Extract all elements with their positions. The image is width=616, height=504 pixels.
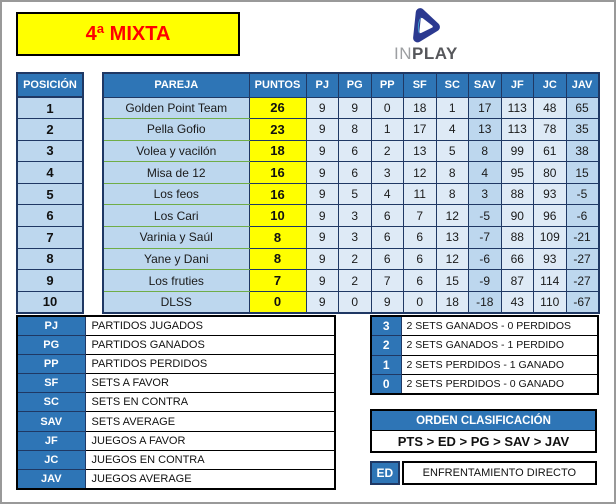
classification-order-title: ORDEN CLASIFICACIÓN (372, 411, 595, 431)
team-name: DLSS (103, 291, 249, 313)
stat-sf: 7 (404, 205, 437, 227)
stat-pg: 6 (339, 162, 372, 184)
league-title-text: 4ª MIXTA (85, 22, 171, 45)
abbreviations-legend (16, 315, 336, 490)
logo-wordmark (394, 44, 458, 64)
stat-sav: -7 (469, 227, 502, 249)
points-value: 10 (249, 205, 306, 227)
stat-pp: 6 (371, 205, 404, 227)
position-row (17, 270, 83, 292)
stat-sc: 18 (436, 291, 469, 313)
position-row (17, 183, 83, 205)
points-value: 23 (249, 119, 306, 141)
abbreviation-code: JAV (17, 470, 85, 489)
abbreviation-row (17, 354, 335, 373)
stat-pg: 6 (339, 140, 372, 162)
position-value: 7 (17, 227, 83, 249)
ed-badge: ED (370, 461, 400, 485)
stat-pj: 9 (306, 205, 339, 227)
stat-jc: 78 (534, 119, 567, 141)
abbreviation-code: SAV (17, 412, 85, 431)
stat-sav: 17 (469, 97, 502, 119)
stat-sav: 4 (469, 162, 502, 184)
stat-pp: 9 (371, 291, 404, 313)
stat-sf: 6 (404, 248, 437, 270)
standings-row (103, 183, 599, 205)
stat-sf: 18 (404, 97, 437, 119)
stat-sav: 3 (469, 183, 502, 205)
inplay-logo (390, 4, 500, 66)
standings-row (103, 248, 599, 270)
stat-sf: 6 (404, 227, 437, 249)
stat-sf: 13 (404, 140, 437, 162)
standings-row (103, 227, 599, 249)
points-rule-row (371, 355, 598, 375)
points-rule-value: 0 (371, 375, 401, 395)
stat-jav: 65 (566, 97, 599, 119)
header-puntos: PUNTOS (249, 73, 306, 97)
position-row (17, 205, 83, 227)
stat-pj: 9 (306, 97, 339, 119)
standings-header-row (103, 73, 599, 97)
stat-sc: 1 (436, 97, 469, 119)
points-rule-row (371, 336, 598, 356)
stat-sc: 12 (436, 205, 469, 227)
stat-pj: 9 (306, 270, 339, 292)
direct-confrontation-row (370, 461, 597, 485)
stat-jc: 93 (534, 248, 567, 270)
abbreviation-row (17, 470, 335, 489)
stat-jc: 80 (534, 162, 567, 184)
team-name: Golden Point Team (103, 97, 249, 119)
header-jc: JC (534, 73, 567, 97)
position-row (17, 291, 83, 313)
points-rule-label: 2 SETS PERDIDOS - 0 GANADO (401, 375, 598, 395)
position-value: 4 (17, 162, 83, 184)
stat-sav: 8 (469, 140, 502, 162)
stat-pg: 9 (339, 97, 372, 119)
team-name: Los feos (103, 183, 249, 205)
stat-jf: 99 (501, 140, 534, 162)
abbreviation-code: JF (17, 431, 85, 450)
position-value: 9 (17, 270, 83, 292)
stat-jf: 113 (501, 119, 534, 141)
stat-pg: 5 (339, 183, 372, 205)
points-rules-legend (370, 315, 599, 395)
stat-pg: 2 (339, 248, 372, 270)
header-pj: PJ (306, 73, 339, 97)
position-row (17, 162, 83, 184)
points-value: 16 (249, 162, 306, 184)
stat-jf: 87 (501, 270, 534, 292)
header-sc: SC (436, 73, 469, 97)
logo-text-play: PLAY (412, 44, 458, 63)
points-rule-row (371, 316, 598, 336)
header-pg: PG (339, 73, 372, 97)
team-name: Misa de 12 (103, 162, 249, 184)
stat-sav: -5 (469, 205, 502, 227)
points-value: 8 (249, 227, 306, 249)
points-value: 26 (249, 97, 306, 119)
position-row (17, 227, 83, 249)
points-rule-value: 3 (371, 316, 401, 336)
header-pareja: PAREJA (103, 73, 249, 97)
league-title (16, 12, 240, 56)
points-rule-label: 2 SETS GANADOS - 0 PERDIDOS (401, 316, 598, 336)
position-row (17, 97, 83, 119)
stat-jav: -5 (566, 183, 599, 205)
standings-row (103, 205, 599, 227)
abbreviation-label: SETS A FAVOR (85, 374, 335, 393)
abbreviation-row (17, 412, 335, 431)
stat-pj: 9 (306, 227, 339, 249)
stat-sf: 11 (404, 183, 437, 205)
standings-row (103, 270, 599, 292)
stat-sav: -18 (469, 291, 502, 313)
stat-sf: 17 (404, 119, 437, 141)
stat-jav: -27 (566, 270, 599, 292)
abbreviation-code: SF (17, 374, 85, 393)
stat-jc: 48 (534, 97, 567, 119)
stat-pj: 9 (306, 183, 339, 205)
stat-jav: 15 (566, 162, 599, 184)
position-value: 1 (17, 97, 83, 119)
header-sf: SF (404, 73, 437, 97)
abbreviation-row (17, 335, 335, 354)
points-rule-value: 2 (371, 336, 401, 356)
abbreviation-label: PARTIDOS PERDIDOS (85, 354, 335, 373)
position-header: POSICIÓN (17, 73, 83, 97)
abbreviation-label: JUEGOS EN CONTRA (85, 450, 335, 469)
stat-sc: 8 (436, 183, 469, 205)
stat-jav: 38 (566, 140, 599, 162)
abbreviation-code: PJ (17, 316, 85, 335)
stat-jav: -67 (566, 291, 599, 313)
header-pp: PP (371, 73, 404, 97)
logo-text-in: IN (394, 44, 412, 63)
standings-row (103, 119, 599, 141)
stat-sav: 13 (469, 119, 502, 141)
points-rule-row (371, 375, 598, 395)
stat-pj: 9 (306, 248, 339, 270)
abbreviation-code: PP (17, 354, 85, 373)
stat-sc: 15 (436, 270, 469, 292)
position-row (17, 248, 83, 270)
stat-jf: 90 (501, 205, 534, 227)
classification-order-value: PTS > ED > PG > SAV > JAV (372, 431, 595, 451)
abbreviation-row (17, 393, 335, 412)
abbreviation-label: PARTIDOS GANADOS (85, 335, 335, 354)
stat-pp: 6 (371, 248, 404, 270)
points-value: 18 (249, 140, 306, 162)
abbreviation-label: SETS AVERAGE (85, 412, 335, 431)
stat-sc: 12 (436, 248, 469, 270)
stat-sf: 0 (404, 291, 437, 313)
stat-sav: -9 (469, 270, 502, 292)
position-header-row (17, 73, 83, 97)
position-value: 5 (17, 183, 83, 205)
position-value: 3 (17, 140, 83, 162)
classification-order-box (370, 409, 597, 453)
stat-jc: 109 (534, 227, 567, 249)
position-value: 8 (17, 248, 83, 270)
stat-pj: 9 (306, 162, 339, 184)
points-rule-label: 2 SETS GANADOS - 1 PERDIDO (401, 336, 598, 356)
abbreviation-row (17, 450, 335, 469)
team-name: Los fruties (103, 270, 249, 292)
stat-pp: 1 (371, 119, 404, 141)
stat-jc: 61 (534, 140, 567, 162)
stat-sf: 6 (404, 270, 437, 292)
stat-sc: 8 (436, 162, 469, 184)
points-rule-value: 1 (371, 355, 401, 375)
stat-jf: 88 (501, 227, 534, 249)
stat-pj: 9 (306, 140, 339, 162)
stat-sc: 5 (436, 140, 469, 162)
position-table (16, 72, 84, 314)
stat-jc: 96 (534, 205, 567, 227)
stat-pp: 0 (371, 97, 404, 119)
team-name: Varinia y Saúl (103, 227, 249, 249)
stat-jc: 93 (534, 183, 567, 205)
abbreviation-label: PARTIDOS JUGADOS (85, 316, 335, 335)
stat-sf: 12 (404, 162, 437, 184)
header-jav: JAV (566, 73, 599, 97)
abbreviation-code: PG (17, 335, 85, 354)
abbreviation-row (17, 431, 335, 450)
standings-row (103, 162, 599, 184)
stat-sc: 13 (436, 227, 469, 249)
abbreviation-code: JC (17, 450, 85, 469)
stat-jav: -27 (566, 248, 599, 270)
stat-pp: 2 (371, 140, 404, 162)
standings-row (103, 291, 599, 313)
position-value: 6 (17, 205, 83, 227)
standings-row (103, 97, 599, 119)
abbreviation-row (17, 316, 335, 335)
header-sav: SAV (469, 73, 502, 97)
stat-pg: 2 (339, 270, 372, 292)
stat-jc: 110 (534, 291, 567, 313)
ed-label: ENFRENTAMIENTO DIRECTO (402, 461, 597, 485)
position-value: 10 (17, 291, 83, 313)
stat-pj: 9 (306, 119, 339, 141)
stat-pj: 9 (306, 291, 339, 313)
stat-pg: 8 (339, 119, 372, 141)
stat-sc: 4 (436, 119, 469, 141)
stat-pp: 3 (371, 162, 404, 184)
position-row (17, 140, 83, 162)
stat-pg: 0 (339, 291, 372, 313)
position-value: 2 (17, 119, 83, 141)
abbreviation-code: SC (17, 393, 85, 412)
abbreviation-label: SETS EN CONTRA (85, 393, 335, 412)
abbreviation-row (17, 374, 335, 393)
points-rule-label: 2 SETS PERDIDOS - 1 GANADO (401, 355, 598, 375)
standings-row (103, 140, 599, 162)
stat-jf: 95 (501, 162, 534, 184)
stat-jf: 43 (501, 291, 534, 313)
team-name: Volea y vacilón (103, 140, 249, 162)
stat-jav: -21 (566, 227, 599, 249)
points-value: 16 (249, 183, 306, 205)
team-name: Yane y Dani (103, 248, 249, 270)
team-name: Pella Gofio (103, 119, 249, 141)
stat-jf: 88 (501, 183, 534, 205)
points-value: 7 (249, 270, 306, 292)
stat-pp: 6 (371, 227, 404, 249)
stat-jf: 66 (501, 248, 534, 270)
team-name: Los Cari (103, 205, 249, 227)
stat-pg: 3 (339, 205, 372, 227)
points-value: 8 (249, 248, 306, 270)
stat-jc: 114 (534, 270, 567, 292)
abbreviation-label: JUEGOS A FAVOR (85, 431, 335, 450)
stat-jf: 113 (501, 97, 534, 119)
stat-pp: 4 (371, 183, 404, 205)
stat-pg: 3 (339, 227, 372, 249)
standings-table (102, 72, 600, 314)
stat-jav: -6 (566, 205, 599, 227)
abbreviation-label: JUEGOS AVERAGE (85, 470, 335, 489)
stat-jav: 35 (566, 119, 599, 141)
points-value: 0 (249, 291, 306, 313)
stat-sav: -6 (469, 248, 502, 270)
header-jf: JF (501, 73, 534, 97)
stat-pp: 7 (371, 270, 404, 292)
position-row (17, 119, 83, 141)
